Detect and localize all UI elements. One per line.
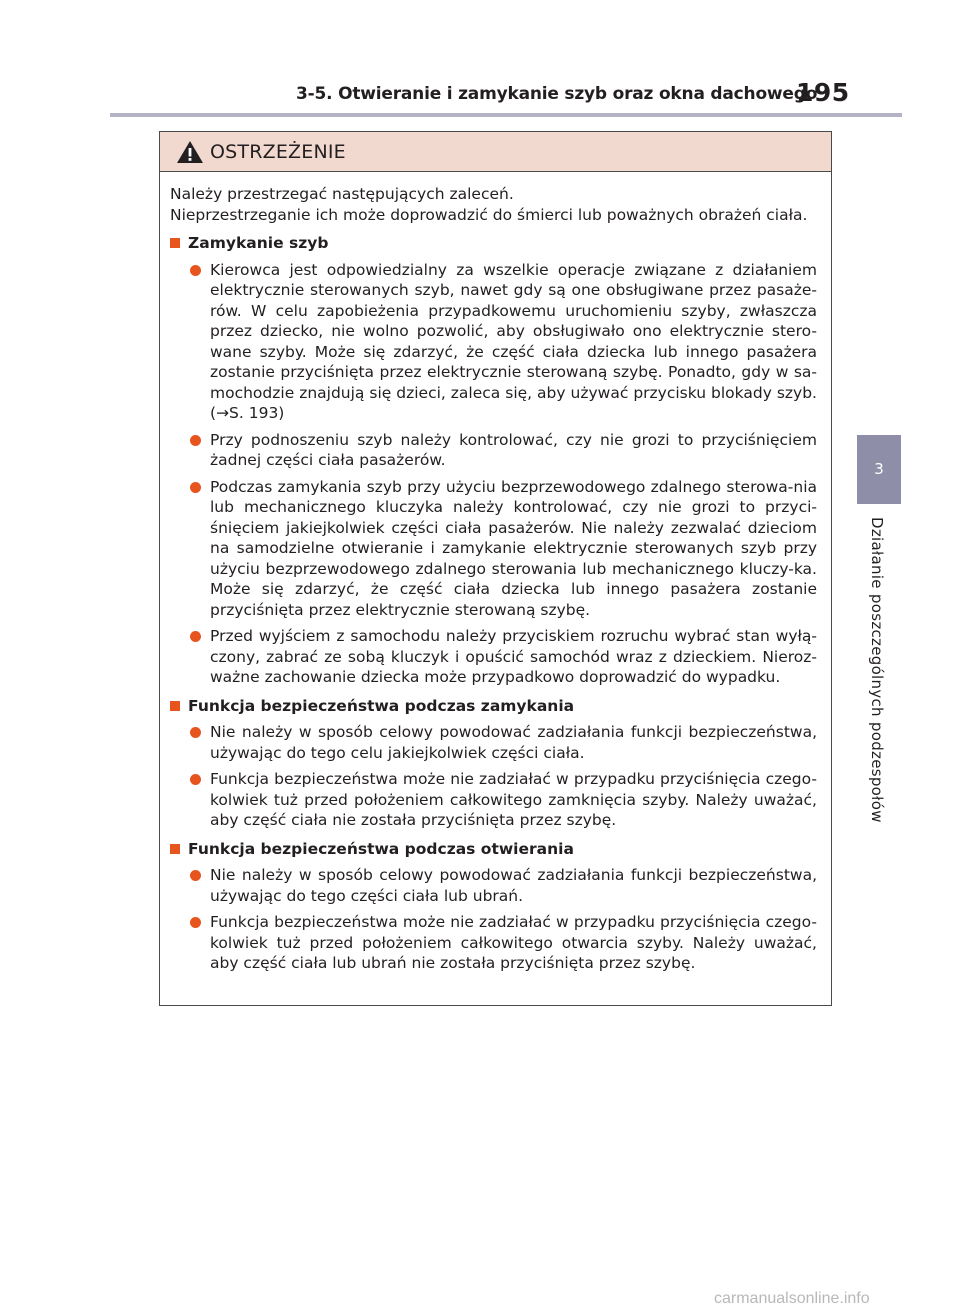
bullet-dot-icon	[190, 774, 201, 785]
list-item	[170, 430, 817, 471]
intro-line: Należy przestrzegać następujących zaleceń.	[170, 185, 514, 203]
header-divider	[110, 113, 902, 117]
warning-box	[159, 131, 832, 1006]
bullet-dot-icon	[190, 482, 201, 493]
bullet-dot-icon	[190, 435, 201, 446]
bullet-dot-icon	[190, 265, 201, 276]
chapter-tab: 3	[857, 435, 901, 504]
chapter-title-vertical: Działanie poszczególnych podzespołów	[868, 517, 886, 823]
warning-header	[160, 132, 831, 172]
page-number: 195	[796, 78, 850, 107]
list-item-text: Przy podnoszeniu szyb należy kontrolować, czy nie grozi to przyciśnięciem żadnej części ciała pasażerów.	[210, 430, 817, 469]
bullet-dot-icon	[190, 870, 201, 881]
section-heading-safety-closing	[170, 696, 817, 717]
warning-body	[160, 172, 831, 974]
watermark: carmanualsonline.info	[714, 1290, 870, 1307]
bullet-dot-icon	[190, 631, 201, 642]
warning-title: OSTRZEŻENIE	[210, 140, 346, 163]
list-item-text: Kierowca jest odpowiedzialny za wszelkie operacje związane z działaniem elektrycznie sterowanych szyb, nawet gdy są one obsługiwane przez pasaże-rów. W celu zapobieżenia przypadkowemu uruchomieniu szyby, zwłaszcza przez dziecko, nie wolno pozwolić, aby obsługiwało ono elektrycznie stero-wane szyby. Może się zdarzyć, że część ciała dziecka lub innego pasażera zostanie przyciśnięta przez elektrycznie sterowaną szybę. Ponadto, gdy w sa-mochodzie znajdują się dzieci, zaleca się, aby używać przycisku blokady szyb. (→S. 193)	[210, 260, 817, 422]
list-item	[170, 477, 817, 621]
page-header-title: 3-5. Otwieranie i zamykanie szyb oraz okna dachowego	[296, 84, 818, 104]
warning-triangle-icon	[176, 140, 204, 164]
section-heading-safety-opening	[170, 839, 817, 860]
list-item-text: Nie należy w sposób celowy powodować zadziałania funkcji bezpieczeństwa, używając do tego celu jakiejkolwiek części ciała.	[210, 723, 817, 762]
list-item	[170, 865, 817, 906]
section-heading-closing	[170, 233, 817, 254]
warning-intro	[170, 184, 817, 225]
square-bullet-icon	[170, 701, 180, 711]
list-item	[170, 912, 817, 974]
list-item-text: Podczas zamykania szyb przy użyciu bezprzewodowego zdalnego sterowa-nia lub mechanicznego kluczyka należy kontrolować, czy nie grozi to przyci-śnięciem jakiejkolwiek części ciała pasażerów. Nie należy zezwalać dzieciom na samodzielne otwieranie i zamykanie elektrycznie sterowanych szyb przy użyciu bezprzewodowego zdalnego sterowania lub mechanicznego kluczy-ka. Może się zdarzyć, że część ciała dziecka lub innego pasażera zostanie przyciśnięta przez elektrycznie sterowaną szybę.	[210, 477, 817, 619]
bullet-dot-icon	[190, 727, 201, 738]
intro-line: Nieprzestrzeganie ich może doprowadzić do śmierci lub poważnych obrażeń ciała.	[170, 205, 808, 224]
list-item-text: Funkcja bezpieczeństwa może nie zadziałać w przypadku przyciśnięcia czego-kolwiek tuż przed położeniem całkowitego zamknięcia szyby. Należy uważać, aby część ciała nie została przyciśnięta przez szybę.	[210, 770, 817, 829]
bullet-dot-icon	[190, 917, 201, 928]
section-title: Funkcja bezpieczeństwa podczas otwierania	[188, 839, 574, 858]
list-item	[170, 722, 817, 763]
list-item	[170, 769, 817, 831]
list-item-text: Funkcja bezpieczeństwa może nie zadziałać w przypadku przyciśnięcia czego-kolwiek tuż przed położeniem całkowitego otwarcia szyby. Należy uważać, aby część ciała lub ubrań nie została przyciśnięta przez szybę.	[210, 913, 817, 972]
section-title: Zamykanie szyb	[188, 234, 329, 252]
square-bullet-icon	[170, 238, 180, 248]
square-bullet-icon	[170, 844, 180, 854]
list-item	[170, 626, 817, 688]
section-title: Funkcja bezpieczeństwa podczas zamykania	[188, 696, 575, 715]
list-item	[170, 260, 817, 424]
list-item-text: Przed wyjściem z samochodu należy przyciskiem rozruchu wybrać stan wyłą-czony, zabrać ze sobą kluczyk i opuścić samochód wraz z dzieckiem. Nieroz-ważne zachowanie dziecka może przypadkowo doprowadzić do wypadku.	[210, 627, 817, 686]
list-item-text: Nie należy w sposób celowy powodować zadziałania funkcji bezpieczeństwa, używając do tego części ciała lub ubrań.	[210, 866, 817, 905]
